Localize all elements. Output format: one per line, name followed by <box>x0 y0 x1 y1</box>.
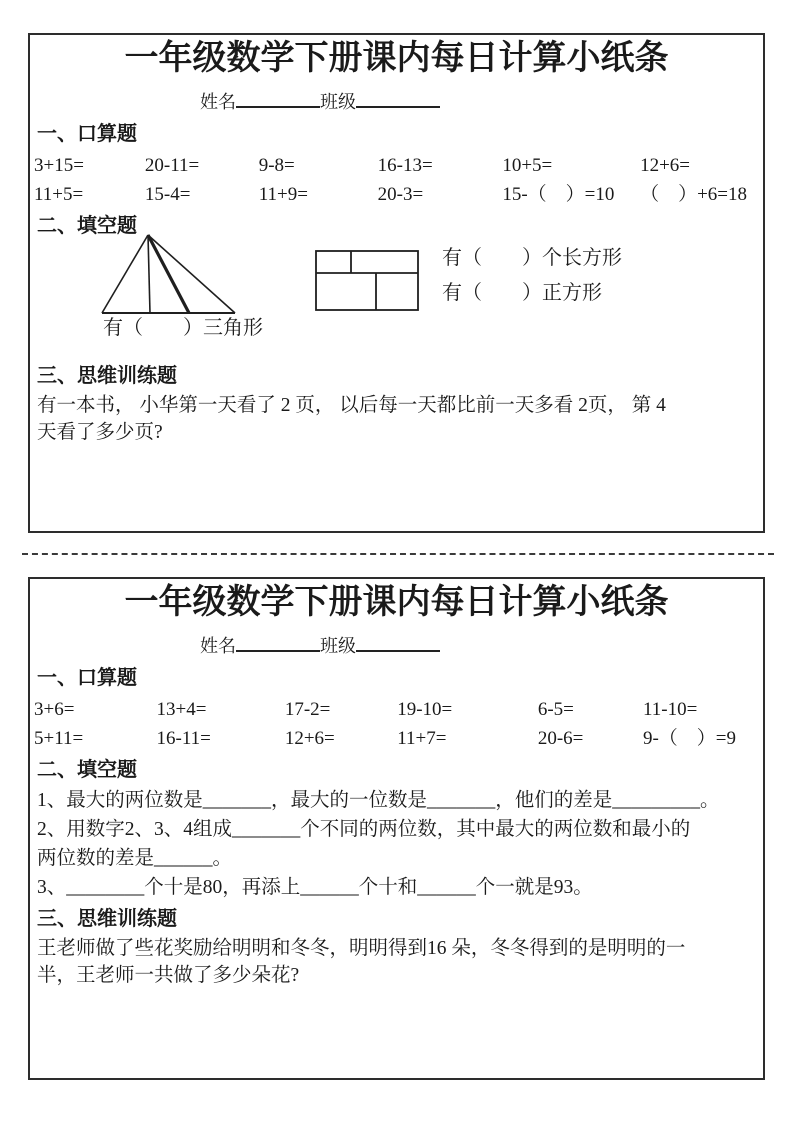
triangle-left-side <box>102 235 148 313</box>
math-problem: 12+6= <box>640 155 690 176</box>
math-problem: 3+15= <box>34 155 84 176</box>
section-heading-oral: 一、口算题 <box>37 667 137 689</box>
class-blank-line <box>356 633 440 652</box>
math-problem: 5+11= <box>34 728 84 749</box>
math-problem: 3+6= <box>34 699 75 720</box>
section-heading-fill: 二、填空题 <box>37 759 137 781</box>
math-problem: 20-3= <box>377 184 424 205</box>
math-problem: 9-8= <box>258 155 295 176</box>
math-problem: 20-6= <box>537 728 584 749</box>
math-problem: 13+4= <box>156 699 207 720</box>
math-problem: 9-（ ）=9 <box>642 728 737 749</box>
class-label: 班级 <box>320 92 356 112</box>
math-problem: 11-10= <box>642 699 698 720</box>
thinking-line: 王老师做了些花奖励给明明和冬冬，明明得到16 朵，冬冬得到的是明明的一 <box>37 938 686 959</box>
math-problem: 16-11= <box>156 728 211 749</box>
fill-blank-line: 1、最大的两位数是_______，最大的一位数是_______，他们的差是_________。 <box>37 790 720 811</box>
fill-blank-line: 两位数的差是______。 <box>37 848 233 869</box>
math-problem: 12+6= <box>284 728 335 749</box>
oral-problem-row <box>34 695 759 724</box>
worksheet-slip-2 <box>28 577 765 1080</box>
name-blank-line <box>236 633 320 652</box>
math-problem: 11+5= <box>34 184 84 205</box>
oral-problem-row <box>34 151 759 180</box>
rectangle-labels <box>442 241 622 311</box>
triangle-inner-bold-diagonal <box>148 235 189 313</box>
worksheet-slip-1 <box>28 33 765 533</box>
triangle-figure <box>101 233 241 321</box>
math-problem: 11+9= <box>258 184 308 205</box>
rectangle-count-label: 有（ ）个长方形 <box>442 247 622 269</box>
rectangle-figure <box>315 250 420 312</box>
fill-blank-line: 2、用数字2、3、4组成_______个不同的两位数，其中最大的两位数和最小的 <box>37 819 691 840</box>
thinking-line: 有一本书， 小华第一天看了 2 页， 以后每一天都比前一天多看 2页， 第 4 <box>37 395 666 416</box>
section-heading-thinking: 三、思维训练题 <box>37 908 177 930</box>
section-heading-fill: 二、填空题 <box>37 215 137 237</box>
triangle-inner-vertical <box>148 235 150 313</box>
math-problem: 11+7= <box>397 728 447 749</box>
math-problem: 10+5= <box>502 155 553 176</box>
thinking-problem-text <box>37 392 756 446</box>
class-blank-line <box>356 89 440 108</box>
oral-problem-row <box>34 180 759 209</box>
math-problem: （ ）+6=18 <box>640 184 747 205</box>
page-title: 一年级数学下册课内每日计算小纸条 <box>124 584 669 621</box>
name-class-line <box>200 89 763 115</box>
triangle-caption: 有（ ）三角形 <box>103 317 263 339</box>
fill-blank-line: 3、________个十是80，再添上______个十和______个一就是93。 <box>37 877 593 898</box>
math-problem: 16-13= <box>377 155 433 176</box>
thinking-line: 半，王老师一共做了多少朵花? <box>37 965 300 986</box>
math-problem: 19-10= <box>397 699 453 720</box>
fill-blank-problems <box>37 786 756 902</box>
cut-line <box>22 553 774 555</box>
square-count-label: 有（ ）正方形 <box>442 282 602 304</box>
thinking-line: 天看了多少页? <box>37 422 163 443</box>
name-blank-line <box>236 89 320 108</box>
oral-problem-row <box>34 724 759 753</box>
section-heading-oral: 一、口算题 <box>37 123 137 145</box>
name-class-line <box>200 633 763 659</box>
math-problem: 6-5= <box>537 699 574 720</box>
class-label: 班级 <box>320 636 356 656</box>
name-label: 姓名 <box>200 92 236 112</box>
section-heading-thinking: 三、思维训练题 <box>37 365 177 387</box>
thinking-problem-text <box>37 935 756 989</box>
math-problem: 20-11= <box>144 155 200 176</box>
math-problem: 15-4= <box>144 184 191 205</box>
figures-area <box>30 241 763 340</box>
page-title: 一年级数学下册课内每日计算小纸条 <box>124 40 669 77</box>
math-problem: 15-（ ）=10 <box>502 184 615 205</box>
rectangle-outline <box>316 251 418 310</box>
triangle-right-side <box>148 235 235 313</box>
name-label: 姓名 <box>200 636 236 656</box>
math-problem: 17-2= <box>284 699 331 720</box>
